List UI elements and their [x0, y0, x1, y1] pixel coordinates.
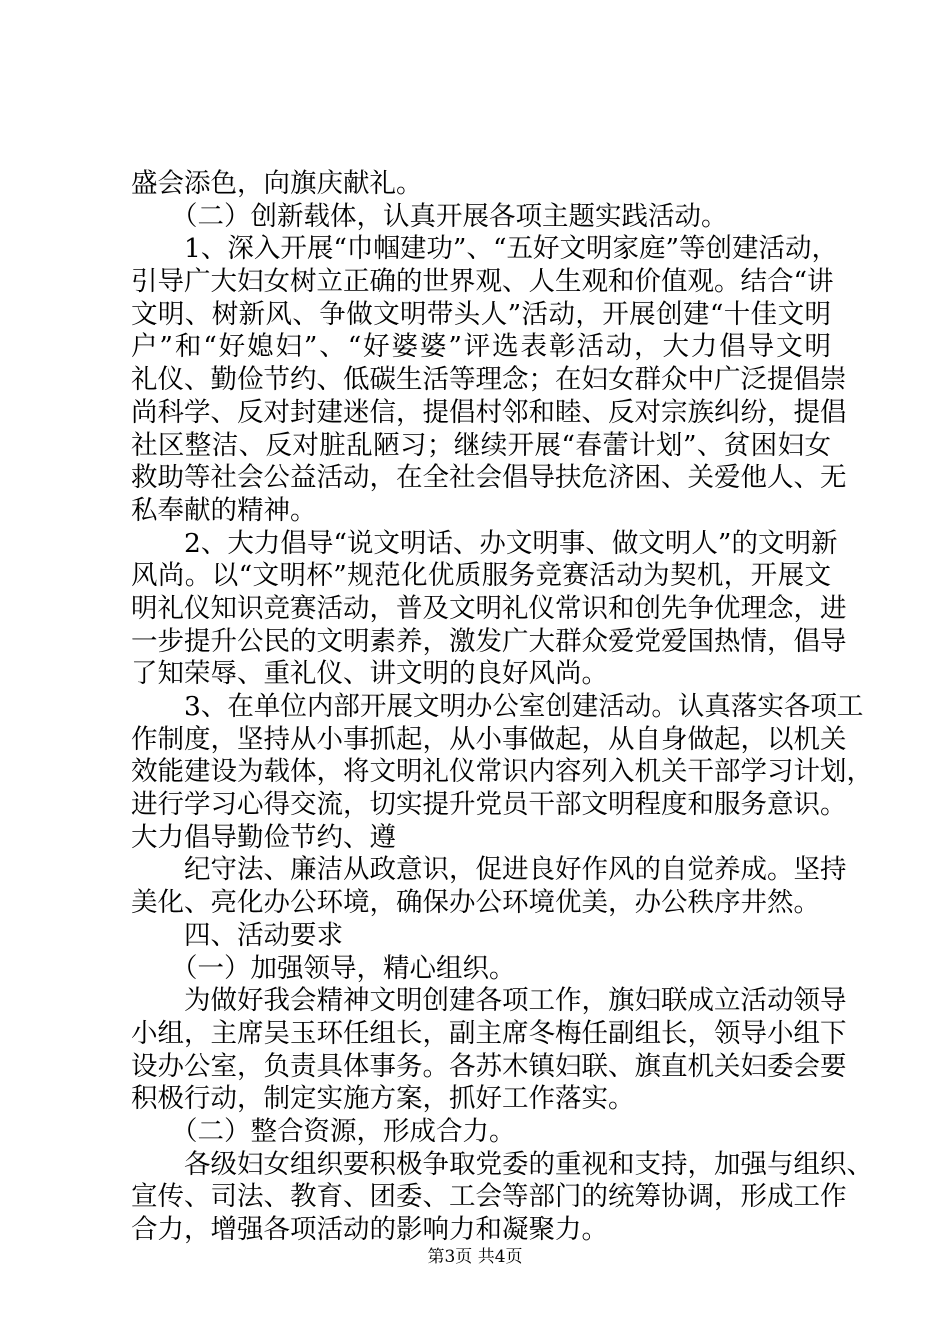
text-line: 合力，增强各项活动的影响力和凝聚力。 — [131, 1214, 608, 1245]
text-line: 2、大力倡导“说文明话、办文明事、做文明人”的文明新 — [184, 527, 838, 559]
text-line: （二）整合资源，形成合力。 — [171, 1115, 516, 1147]
text-line: （一）加强领导，精心组织。 — [171, 952, 516, 984]
text-line: 纪守法、廉洁从政意识，促进良好作风的自觉养成。坚持 — [184, 854, 847, 886]
text-line: 设办公室，负责具体事务。各苏木镇妇联、旗直机关妇委会要 — [131, 1050, 847, 1082]
text-line: 1、深入开展“巾帼建功”、“五好文明家庭”等创建活动， — [184, 233, 839, 265]
text-line: 宣传、司法、教育、团委、工会等部门的统筹协调，形成工作 — [131, 1181, 847, 1213]
text-line: 文明、树新风、争做文明带头人”活动，开展创建“十佳文明 — [131, 298, 831, 330]
text-line: 大力倡导勤俭节约、遵 — [131, 821, 396, 853]
text-line: 小组，主席吴玉环任组长，副主席冬梅任副组长，领导小组下 — [131, 1017, 847, 1049]
text-line: 户”和“好媳妇”、“好婆婆”评选表彰活动，大力倡导文明 — [131, 331, 831, 363]
text-line: 各级妇女组织要积极争取党委的重视和支持，加强与组织、 — [184, 1148, 873, 1180]
text-line: 作制度，坚持从小事抓起，从小事做起，从自身做起，以机关 — [131, 723, 847, 755]
text-line: 进行学习心得交流，切实提升党员干部文明程度和服务意识。 — [131, 789, 847, 821]
text-line: 礼仪、勤俭节约、低碳生活等理念；在妇女群众中广泛提倡崇 — [131, 364, 847, 396]
page-footer — [0, 1246, 950, 1268]
text-line: 积极行动，制定实施方案，抓好工作落实。 — [131, 1083, 635, 1115]
text-line: （二）创新载体，认真开展各项主题实践活动。 — [171, 200, 728, 232]
document-body — [131, 168, 873, 1247]
text-line: 四、活动要求 — [184, 919, 343, 951]
text-line: 为做好我会精神文明创建各项工作，旗妇联成立活动领导 — [184, 985, 847, 1017]
text-line: 尚科学、反对封建迷信，提倡村邻和睦、反对宗族纠纷，提倡 — [131, 396, 847, 428]
page-number: 第3页 共4页 — [427, 1247, 523, 1267]
text-line: 效能建设为载体，将文明礼仪常识内容列入机关干部学习计划， — [131, 756, 873, 788]
text-line: 救助等社会公益活动，在全社会倡导扶危济困、关爱他人、无 — [131, 462, 847, 494]
text-line: 了知荣辱、重礼仪、讲文明的良好风尚。 — [131, 658, 608, 690]
text-line: 盛会添色，向旗庆献礼。 — [131, 168, 423, 199]
text-line: 明礼仪知识竞赛活动，普及文明礼仪常识和创先争优理念，进 — [131, 592, 847, 624]
text-line: 社区整洁、反对脏乱陋习；继续开展“春蕾计划”、贫困妇女 — [131, 429, 831, 461]
text-line: 美化、亮化办公环境，确保办公环境优美，办公秩序井然。 — [131, 887, 820, 919]
text-line: 一步提升公民的文明素养，激发广大群众爱党爱国热情，倡导 — [131, 625, 847, 657]
text-line: 风尚。以“文明杯”规范化优质服务竞赛活动为契机，开展文 — [131, 560, 831, 592]
text-line: 3、在单位内部开展文明办公室创建活动。认真落实各项工 — [184, 691, 864, 722]
text-line: 引导广大妇女树立正确的世界观、人生观和价值观。结合“讲 — [131, 266, 834, 298]
text-line: 私奉献的精神。 — [131, 494, 317, 526]
